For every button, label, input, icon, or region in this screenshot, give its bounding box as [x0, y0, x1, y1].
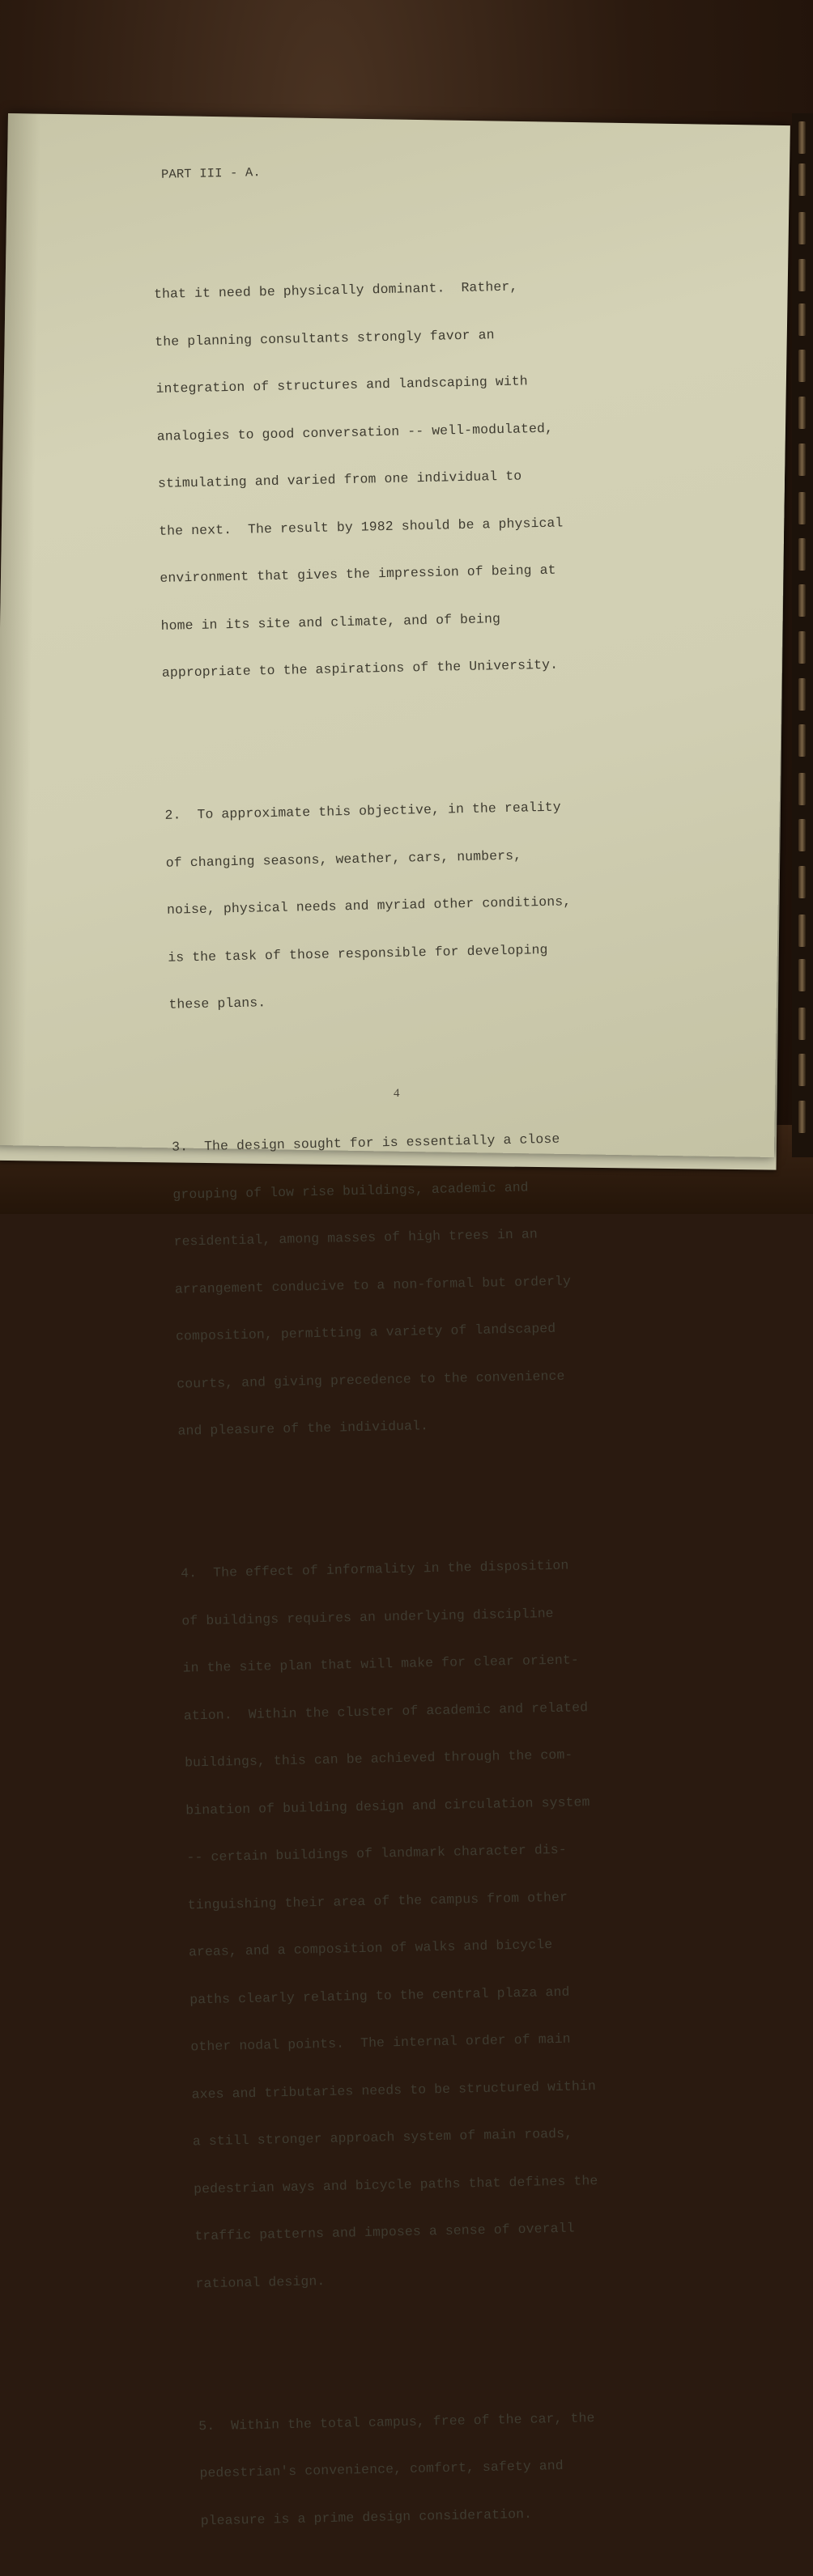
text-line: these plans. [168, 995, 266, 1012]
text-line: traffic patterns and imposes a sense of overall [194, 2220, 575, 2244]
binding-ring [798, 1101, 806, 1133]
text-line: paths clearly relating to the central plaza and [189, 1984, 570, 2007]
text-line: of changing seasons, weather, cars, numbers, [165, 847, 522, 871]
text-line: that it need be physically dominant. Rather, [153, 278, 518, 302]
binding-ring [798, 584, 806, 617]
paragraph-2 [164, 766, 648, 1044]
text-line: is the task of those responsible for developing [168, 941, 548, 965]
binding-ring [798, 492, 806, 524]
text-line: other nodal points. The internal order of main [190, 2031, 571, 2055]
text-line: residential, among masses of high trees in an [173, 1226, 538, 1250]
binding-ring [798, 212, 806, 244]
text-line: stimulating and varied from one individual to [157, 468, 522, 491]
document-body [151, 126, 679, 2576]
text-line: noise, physical needs and myriad other conditions, [166, 893, 572, 918]
text-line: 3. The design sought for is essentially a close [171, 1131, 560, 1155]
binding-ring [798, 915, 806, 947]
binding-ring [798, 959, 806, 991]
text-line: analogies to good conversation -- well-modulated, [156, 420, 554, 444]
text-line: environment that gives the impression of being at [160, 562, 556, 586]
spiral-binding [792, 113, 813, 1157]
text-line: the next. The result by 1982 should be a physical [159, 514, 564, 539]
binding-ring [798, 350, 806, 382]
binding-ring [798, 1008, 806, 1040]
page-number: 4 [394, 1087, 400, 1100]
text-line: in the site plan that will make for clear orient- [182, 1652, 580, 1676]
text-line: 2. To approximate this objective, in the reality [164, 799, 562, 823]
text-line: pleasure is a prime design consideration. [200, 2506, 533, 2528]
binding-ring [798, 819, 806, 851]
text-line: the planning consultants strongly favor an [155, 326, 495, 350]
text-line: integration of structures and landscaping with [155, 373, 529, 397]
text-line: arrangement conducive to a non-formal but orderly [174, 1272, 572, 1297]
binding-ring [798, 303, 806, 336]
text-line: pedestrian ways and bicycle paths that defines the [193, 2172, 598, 2196]
text-line: axes and tributaries needs to be structured within [191, 2077, 597, 2102]
binding-ring [798, 259, 806, 291]
text-line: courts, and giving precedence to the convenience [177, 1368, 565, 1392]
text-line: -- certain buildings of landmark character dis- [186, 1841, 567, 1865]
text-line: ation. Within the cluster of academic and related [183, 1699, 589, 1724]
text-line: appropriate to the aspirations of the University. [161, 656, 559, 681]
text-line: a still stronger approach system of main roads, [192, 2125, 573, 2149]
text-line: rational design. [195, 2273, 326, 2291]
text-line: pedestrian's convenience, comfort, safety and [199, 2457, 564, 2481]
text-line: tinguishing their area of the campus from other [187, 1889, 568, 1913]
binding-ring [798, 724, 806, 757]
binding-ring [798, 538, 806, 571]
binding-ring [798, 1054, 806, 1086]
text-line: buildings, this can be achieved through the com- [184, 1746, 573, 1771]
paragraph-5 [198, 2377, 679, 2561]
binding-ring [798, 866, 806, 898]
text-line: 4. The effect of informality in the disposition [181, 1557, 569, 1581]
paragraph-3 [171, 1097, 656, 1470]
text-line: and pleasure of the individual. [177, 1418, 429, 1439]
binding-ring [798, 443, 806, 476]
text-line: home in its site and climate, and of being [160, 610, 501, 634]
text-line: of buildings requires an underlying discipline [181, 1605, 554, 1629]
text-line: bination of building design and circulation system [185, 1793, 590, 1818]
text-line: composition, permitting a variety of landscaped [175, 1320, 556, 1344]
text-line: areas, and a composition of walks and bicycle [188, 1937, 553, 1960]
paragraph-1 [153, 245, 641, 713]
binding-ring [798, 773, 806, 805]
binding-ring [798, 121, 806, 154]
binding-ring [798, 678, 806, 711]
binding-ring [798, 631, 806, 664]
paragraph-4 [180, 1524, 674, 2323]
binding-ring [798, 163, 806, 196]
text-line: grouping of low rise buildings, academic and [172, 1179, 529, 1203]
text-line: 5. Within the total campus, free of the car, the [198, 2409, 595, 2434]
binding-ring [798, 397, 806, 429]
section-header: PART III - A. [160, 165, 262, 182]
